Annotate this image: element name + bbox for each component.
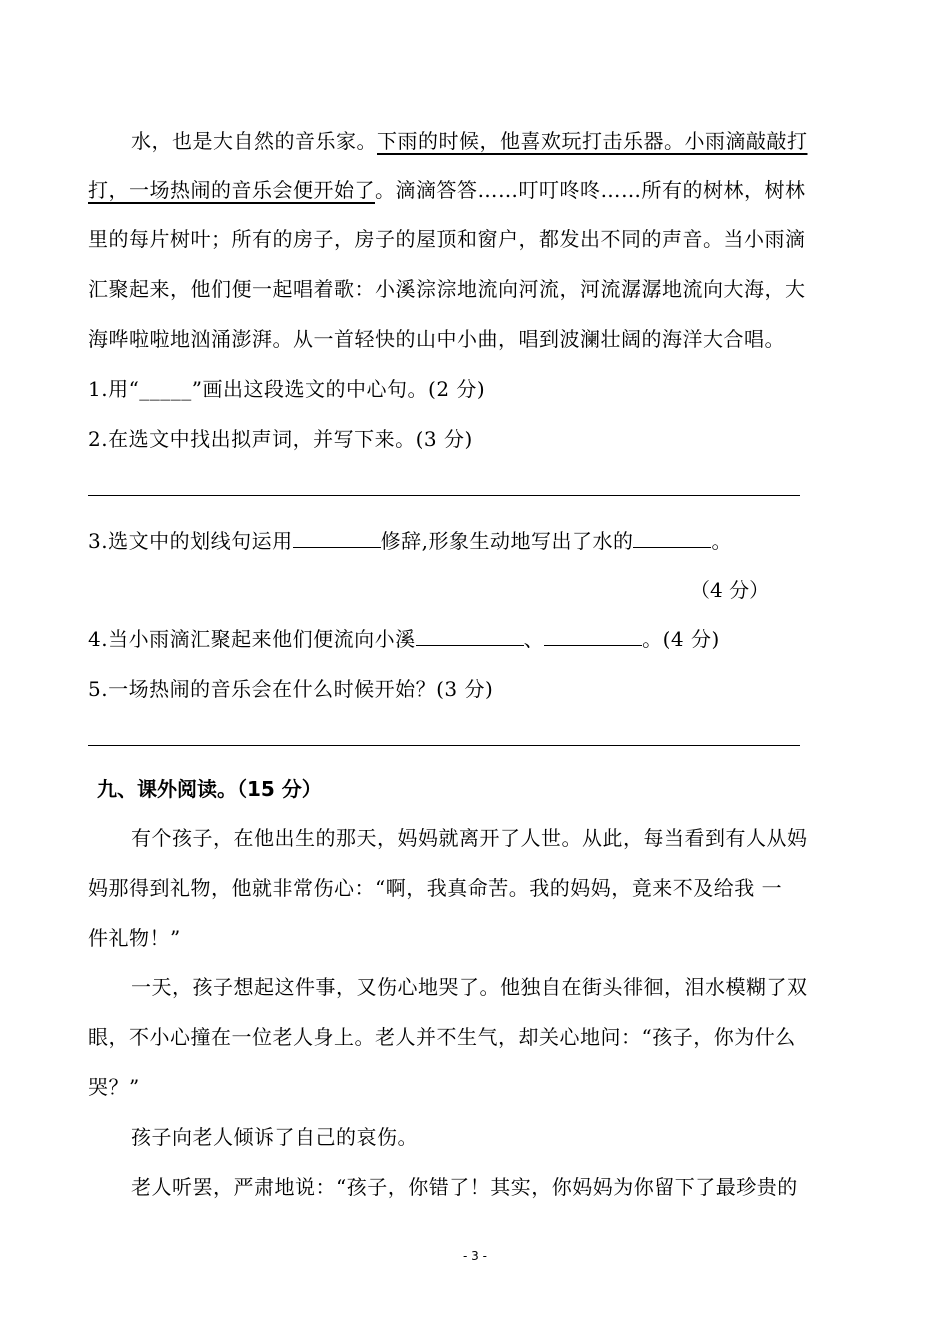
passage-line-3: 里的每片树叶；所有的房子，房子的屋顶和窗户，都发出不同的声音。当小雨滴	[88, 227, 806, 251]
story-line: 件礼物！”	[88, 926, 181, 950]
underlined-sentence: 打，一场热闹的音乐会便开始了	[88, 178, 375, 202]
story-line: 有个孩子，在他出生的那天，妈妈就离开了人世。从此，每当看到有人从妈	[131, 826, 808, 850]
story-line: 老人听罢，严肃地说：“孩子，你错了！其实，你妈妈为你留下了最珍贵的	[131, 1175, 798, 1199]
question-3-text: 3.选文中的划线句运用	[88, 529, 293, 553]
passage-line-4: 汇聚起来，他们便一起唱着歌：小溪淙淙地流向河流，河流潺潺地流向大海，大	[88, 277, 806, 301]
story-line: 一天，孩子想起这件事，又伤心地哭了。他独自在街头徘徊，泪水模糊了双	[131, 975, 808, 999]
question-4-sep: 、	[523, 627, 545, 651]
question-5: 5.一场热闹的音乐会在什么时候开始？(3 分)	[88, 677, 494, 701]
question-3	[88, 528, 732, 554]
underlined-sentence: 下雨的时候，他喜欢玩打击乐器。小雨滴敲敲打	[377, 129, 808, 153]
answer-blank-flow-2[interactable]	[544, 627, 642, 646]
passage-line-5: 海哗啦啦地汹涌澎湃。从一首轻快的山中小曲，唱到波澜壮阔的海洋大合唱。	[88, 327, 785, 351]
question-1: 1.用“_____”画出这段选文的中心句。(2 分)	[88, 377, 486, 401]
passage-text: 。滴滴答答……叮叮咚咚……所有的树林，树林	[375, 178, 806, 202]
question-3-end: 。	[711, 529, 732, 553]
section-heading: 九、课外阅读。（15 分）	[97, 777, 322, 801]
question-2: 2.在选文中找出拟声词，并写下来。(3 分)	[88, 427, 473, 451]
passage-line-2	[88, 177, 806, 203]
answer-blank-rhetoric[interactable]	[293, 529, 381, 548]
story-line: 哭？”	[88, 1075, 140, 1099]
passage-text: 水，也是大自然的音乐家。	[131, 129, 377, 153]
question-4-end: 。(4 分)	[642, 627, 720, 651]
answer-blank-water[interactable]	[633, 529, 711, 548]
page-number: - 3 -	[463, 1249, 487, 1263]
answer-line-q2[interactable]	[88, 495, 800, 496]
answer-blank-flow-1[interactable]	[416, 627, 524, 646]
story-line: 孩子向老人倾诉了自己的哀伤。	[131, 1125, 418, 1149]
question-3-score: （4 分）	[690, 578, 770, 602]
question-4-text: 4.当小雨滴汇聚起来他们便流向小溪	[88, 627, 416, 651]
answer-line-q5[interactable]	[88, 745, 800, 746]
story-line: 眼，不小心撞在一位老人身上。老人并不生气，却关心地问：“孩子，你为什么	[88, 1025, 796, 1049]
question-3-text-mid: 修辞,形象生动地写出了水的	[380, 529, 634, 553]
story-line: 妈那得到礼物，他就非常伤心：“啊，我真命苦。我的妈妈，竟来不及给我 一	[88, 876, 783, 900]
passage-line-1	[131, 128, 808, 154]
question-4	[88, 626, 720, 652]
